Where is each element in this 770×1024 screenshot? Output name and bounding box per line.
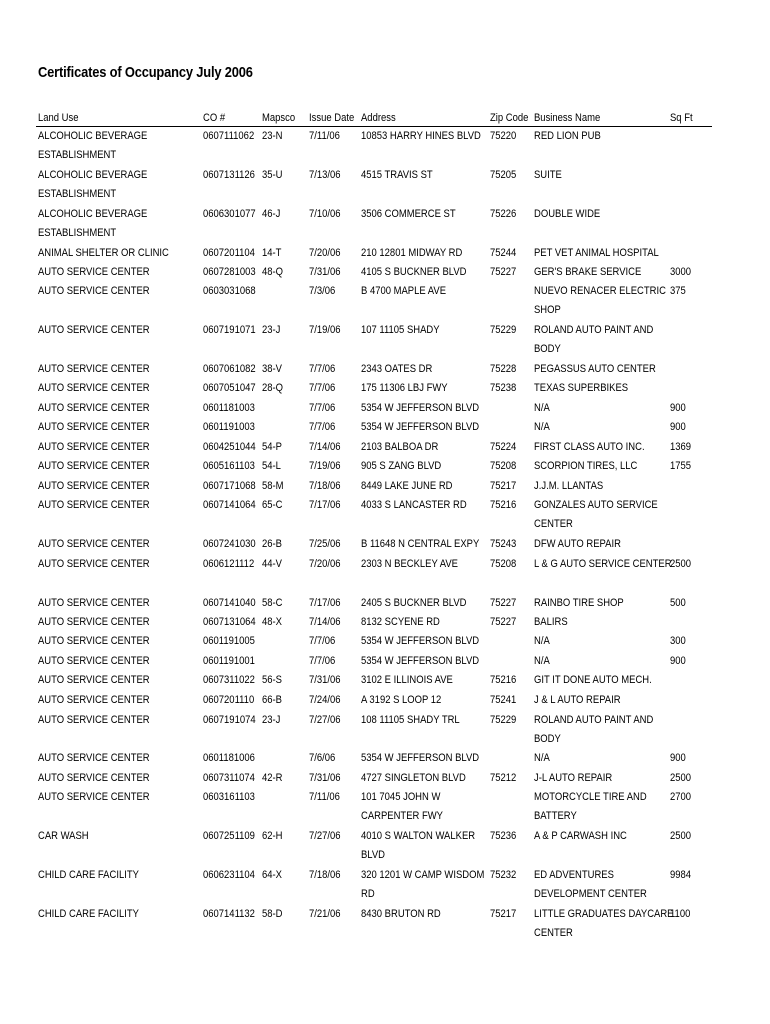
- cell-business-name: CENTER: [534, 518, 573, 531]
- cell-mapsco: 42-R: [262, 772, 283, 784]
- cell-issue-date: 7/10/06: [309, 208, 341, 220]
- cell-sq-ft: 1100: [670, 908, 691, 920]
- cell-land-use: AUTO SERVICE CENTER: [38, 363, 150, 375]
- cell-sq-ft: 2700: [670, 791, 692, 803]
- cell-land-use: ESTABLISHMENT: [38, 227, 117, 240]
- cell-zip-code: 75238: [490, 382, 517, 394]
- table-row: [0, 205, 770, 240]
- cell-issue-date: 7/27/06: [309, 830, 341, 842]
- cell-zip-code: 75228: [490, 363, 517, 375]
- cell-address: 4010 S WALTON WALKER: [361, 830, 476, 842]
- cell-business-name: RED LION PUB: [534, 130, 601, 142]
- cell-address: 2103 BALBOA DR: [361, 441, 439, 453]
- cell-address: 5354 W JEFFERSON BLVD: [361, 402, 480, 414]
- cell-address: 3506 COMMERCE ST: [361, 208, 456, 220]
- table-row: [0, 166, 770, 201]
- header-land-use: Land Use: [38, 112, 79, 124]
- cell-address: 4105 S BUCKNER BLVD: [361, 266, 467, 278]
- cell-sq-ft: 3000: [670, 266, 692, 278]
- cell-mapsco: 14-T: [262, 247, 282, 259]
- cell-business-name: PET VET ANIMAL HOSPITAL: [534, 247, 659, 259]
- table-row: [0, 632, 770, 651]
- cell-address: 905 S ZANG BLVD: [361, 460, 442, 472]
- cell-issue-date: 7/20/06: [309, 558, 341, 570]
- table-row: [0, 282, 770, 317]
- cell-issue-date: 7/17/06: [309, 499, 341, 511]
- cell-business-name: RAINBO TIRE SHOP: [534, 597, 624, 609]
- cell-business-name: GONZALES AUTO SERVICE: [534, 499, 658, 511]
- cell-issue-date: 7/11/06: [309, 130, 340, 142]
- cell-mapsco: 26-B: [262, 538, 282, 550]
- cell-issue-date: 7/31/06: [309, 266, 341, 278]
- cell-sq-ft: 300: [670, 635, 686, 647]
- document-title: Certificates of Occupancy July 2006: [38, 64, 253, 81]
- cell-address: 4727 SINGLETON BLVD: [361, 772, 466, 784]
- cell-land-use: AUTO SERVICE CENTER: [38, 694, 150, 706]
- header-co-number: CO #: [203, 112, 226, 124]
- table-row: [0, 438, 770, 457]
- cell-issue-date: 7/25/06: [309, 538, 341, 550]
- cell-address: 3102 E ILLINOIS AVE: [361, 674, 453, 686]
- cell-business-name: L & G AUTO SERVICE CENTER: [534, 558, 672, 570]
- cell-business-name: SCORPION TIRES, LLC: [534, 460, 638, 472]
- cell-co-number: 0603161103: [203, 791, 255, 803]
- cell-business-name: J & L AUTO REPAIR: [534, 694, 621, 706]
- cell-issue-date: 7/14/06: [309, 616, 341, 628]
- cell-co-number: 0607051047: [203, 382, 256, 394]
- cell-issue-date: 7/17/06: [309, 597, 341, 609]
- cell-zip-code: 75226: [490, 208, 517, 220]
- cell-zip-code: 75227: [490, 597, 517, 609]
- cell-land-use: AUTO SERVICE CENTER: [38, 597, 150, 609]
- cell-co-number: 0607241030: [203, 538, 256, 550]
- cell-co-number: 0607251109: [203, 830, 255, 842]
- cell-zip-code: 75217: [490, 908, 517, 920]
- table-row: [0, 379, 770, 398]
- cell-sq-ft: 900: [670, 421, 686, 433]
- cell-issue-date: 7/19/06: [309, 460, 341, 472]
- cell-issue-date: 7/18/06: [309, 869, 341, 881]
- cell-co-number: 0601191003: [203, 421, 255, 433]
- cell-land-use: CHILD CARE FACILITY: [38, 908, 139, 920]
- cell-issue-date: 7/14/06: [309, 441, 341, 453]
- table-row: [0, 613, 770, 632]
- cell-mapsco: 35-U: [262, 169, 283, 181]
- cell-address: 107 11105 SHADY: [361, 324, 440, 336]
- cell-business-name: N/A: [534, 421, 550, 433]
- cell-address: 8430 BRUTON RD: [361, 908, 441, 920]
- cell-business-name: DFW AUTO REPAIR: [534, 538, 621, 550]
- cell-business-name: NUEVO RENACER ELECTRIC: [534, 285, 666, 297]
- cell-co-number: 0607191071: [203, 324, 256, 336]
- cell-land-use: AUTO SERVICE CENTER: [38, 752, 150, 764]
- cell-business-name: SHOP: [534, 304, 561, 317]
- cell-mapsco: 65-C: [262, 499, 283, 511]
- cell-land-use: ALCOHOLIC BEVERAGE: [38, 130, 148, 142]
- cell-co-number: 0604251044: [203, 441, 256, 453]
- cell-address: 4515 TRAVIS ST: [361, 169, 433, 181]
- cell-sq-ft: 900: [670, 402, 686, 414]
- cell-address: 320 1201 W CAMP WISDOM: [361, 869, 485, 881]
- cell-sq-ft: 900: [670, 655, 686, 667]
- cell-land-use: AUTO SERVICE CENTER: [38, 460, 150, 472]
- cell-address: 175 11306 LBJ FWY: [361, 382, 448, 394]
- cell-business-name: J.J.M. LLANTAS: [534, 480, 604, 492]
- cell-co-number: 0607131126: [203, 169, 255, 181]
- cell-address: 5354 W JEFFERSON BLVD: [361, 635, 480, 647]
- table-row: [0, 555, 770, 574]
- cell-business-name: BODY: [534, 343, 561, 356]
- cell-mapsco: 23-N: [262, 130, 283, 142]
- cell-business-name: CENTER: [534, 927, 573, 940]
- cell-co-number: 0607201104: [203, 247, 255, 259]
- table-row: [0, 263, 770, 282]
- cell-mapsco: 38-V: [262, 363, 282, 375]
- cell-land-use: AUTO SERVICE CENTER: [38, 674, 150, 686]
- cell-address: 210 12801 MIDWAY RD: [361, 247, 463, 259]
- header-mapsco: Mapsco: [262, 112, 296, 124]
- cell-sq-ft: 1755: [670, 460, 692, 472]
- cell-address: 10853 HARRY HINES BLVD: [361, 130, 481, 142]
- cell-co-number: 0601191001: [203, 655, 255, 667]
- cell-co-number: 0607131064: [203, 616, 256, 628]
- cell-co-number: 0607311022: [203, 674, 255, 686]
- table-row: [0, 321, 770, 356]
- cell-mapsco: 48-Q: [262, 266, 284, 278]
- cell-co-number: 0607141064: [203, 499, 256, 511]
- cell-land-use: CHILD CARE FACILITY: [38, 869, 139, 881]
- cell-co-number: 0607111062: [203, 130, 255, 142]
- table-row: [0, 477, 770, 496]
- cell-zip-code: 75227: [490, 616, 517, 628]
- cell-land-use: AUTO SERVICE CENTER: [38, 441, 150, 453]
- table-row: [0, 535, 770, 554]
- cell-issue-date: 7/27/06: [309, 714, 341, 726]
- cell-zip-code: 75208: [490, 558, 517, 570]
- cell-mapsco: 56-S: [262, 674, 282, 686]
- cell-issue-date: 7/3/06: [309, 285, 336, 297]
- cell-business-name: N/A: [534, 635, 550, 647]
- cell-land-use: AUTO SERVICE CENTER: [38, 616, 150, 628]
- cell-land-use: AUTO SERVICE CENTER: [38, 499, 150, 511]
- table-row: [0, 866, 770, 901]
- cell-issue-date: 7/20/06: [309, 247, 341, 259]
- cell-zip-code: 75205: [490, 169, 517, 181]
- cell-business-name: TEXAS SUPERBIKES: [534, 382, 629, 394]
- cell-co-number: 0601181003: [203, 402, 255, 414]
- cell-issue-date: 7/31/06: [309, 674, 341, 686]
- cell-issue-date: 7/19/06: [309, 324, 341, 336]
- cell-mapsco: 54-L: [262, 460, 281, 472]
- cell-issue-date: 7/11/06: [309, 791, 340, 803]
- cell-address: 8132 SCYENE RD: [361, 616, 440, 628]
- cell-land-use: AUTO SERVICE CENTER: [38, 285, 150, 297]
- cell-co-number: 0607171068: [203, 480, 256, 492]
- cell-mapsco: 23-J: [262, 714, 281, 726]
- cell-zip-code: 75216: [490, 674, 517, 686]
- header-address: Address: [361, 112, 396, 124]
- cell-business-name: A & P CARWASH INC: [534, 830, 627, 842]
- table-row: [0, 360, 770, 379]
- table-row: [0, 244, 770, 263]
- cell-issue-date: 7/7/06: [309, 402, 336, 414]
- cell-address: 5354 W JEFFERSON BLVD: [361, 421, 480, 433]
- table-row: [0, 399, 770, 418]
- cell-land-use: AUTO SERVICE CENTER: [38, 421, 150, 433]
- cell-address: 5354 W JEFFERSON BLVD: [361, 752, 480, 764]
- table-row: [0, 457, 770, 476]
- header-business-name: Business Name: [534, 112, 601, 124]
- cell-mapsco: 58-M: [262, 480, 284, 492]
- table-row: [0, 496, 770, 531]
- cell-zip-code: 75232: [490, 869, 517, 881]
- cell-business-name: ROLAND AUTO PAINT AND: [534, 324, 654, 336]
- cell-land-use: AUTO SERVICE CENTER: [38, 655, 150, 667]
- cell-issue-date: 7/31/06: [309, 772, 341, 784]
- cell-address: CARPENTER FWY: [361, 810, 443, 823]
- cell-sq-ft: 500: [670, 597, 686, 609]
- table-row: [0, 691, 770, 710]
- table-row: [0, 671, 770, 690]
- cell-co-number: 0606121112: [203, 558, 255, 570]
- cell-land-use: ESTABLISHMENT: [38, 149, 117, 162]
- cell-mapsco: 23-J: [262, 324, 281, 336]
- cell-zip-code: 75227: [490, 266, 517, 278]
- cell-mapsco: 54-P: [262, 441, 282, 453]
- header-issue-date: Issue Date: [309, 112, 355, 124]
- cell-land-use: AUTO SERVICE CENTER: [38, 266, 150, 278]
- cell-zip-code: 75241: [490, 694, 517, 706]
- cell-issue-date: 7/18/06: [309, 480, 341, 492]
- cell-sq-ft: 900: [670, 752, 686, 764]
- cell-business-name: N/A: [534, 402, 550, 414]
- cell-sq-ft: 9984: [670, 869, 692, 881]
- cell-land-use: AUTO SERVICE CENTER: [38, 772, 150, 784]
- cell-land-use: ANIMAL SHELTER OR CLINIC: [38, 247, 169, 259]
- cell-sq-ft: 2500: [670, 772, 692, 784]
- cell-co-number: 0607141132: [203, 908, 255, 920]
- cell-zip-code: 75220: [490, 130, 517, 142]
- cell-business-name: BODY: [534, 733, 561, 746]
- cell-land-use: AUTO SERVICE CENTER: [38, 480, 150, 492]
- cell-business-name: N/A: [534, 655, 550, 667]
- cell-business-name: GIT IT DONE AUTO MECH.: [534, 674, 652, 686]
- cell-address: 101 7045 JOHN W: [361, 791, 441, 803]
- cell-business-name: ROLAND AUTO PAINT AND: [534, 714, 654, 726]
- cell-land-use: AUTO SERVICE CENTER: [38, 558, 150, 570]
- cell-business-name: MOTORCYCLE TIRE AND: [534, 791, 647, 803]
- cell-address: 4033 S LANCASTER RD: [361, 499, 467, 511]
- cell-business-name: SUITE: [534, 169, 562, 181]
- cell-business-name: N/A: [534, 752, 550, 764]
- cell-issue-date: 7/6/06: [309, 752, 336, 764]
- cell-address: B 11648 N CENTRAL EXPY: [361, 538, 480, 550]
- cell-land-use: AUTO SERVICE CENTER: [38, 402, 150, 414]
- cell-zip-code: 75236: [490, 830, 517, 842]
- cell-address: 108 11105 SHADY TRL: [361, 714, 460, 726]
- table-row: [0, 711, 770, 746]
- table-row: [0, 827, 770, 862]
- cell-mapsco: 28-Q: [262, 382, 284, 394]
- cell-co-number: 0607201110: [203, 694, 255, 706]
- cell-zip-code: 75224: [490, 441, 517, 453]
- cell-co-number: 0606231104: [203, 869, 255, 881]
- cell-co-number: 0603031068: [203, 285, 256, 297]
- cell-mapsco: 58-D: [262, 908, 283, 920]
- cell-zip-code: 75216: [490, 499, 517, 511]
- cell-sq-ft: 375: [670, 285, 686, 297]
- cell-land-use: AUTO SERVICE CENTER: [38, 714, 150, 726]
- cell-issue-date: 7/7/06: [309, 363, 336, 375]
- cell-address: 2405 S BUCKNER BLVD: [361, 597, 467, 609]
- cell-issue-date: 7/7/06: [309, 655, 336, 667]
- cell-business-name: DEVELOPMENT CENTER: [534, 888, 647, 901]
- cell-zip-code: 75229: [490, 324, 517, 336]
- cell-land-use: AUTO SERVICE CENTER: [38, 538, 150, 550]
- cell-address: 2303 N BECKLEY AVE: [361, 558, 458, 570]
- cell-mapsco: 46-J: [262, 208, 281, 220]
- cell-co-number: 0601191005: [203, 635, 255, 647]
- cell-address: 8449 LAKE JUNE RD: [361, 480, 453, 492]
- cell-co-number: 0606301077: [203, 208, 256, 220]
- cell-business-name: DOUBLE WIDE: [534, 208, 601, 220]
- cell-issue-date: 7/21/06: [309, 908, 341, 920]
- cell-business-name: LITTLE GRADUATES DAYCARE: [534, 908, 674, 920]
- cell-zip-code: 75244: [490, 247, 517, 259]
- cell-zip-code: 75217: [490, 480, 517, 492]
- cell-co-number: 0601181006: [203, 752, 255, 764]
- cell-issue-date: 7/7/06: [309, 421, 336, 433]
- cell-business-name: BALIRS: [534, 616, 568, 628]
- cell-land-use: AUTO SERVICE CENTER: [38, 791, 150, 803]
- cell-zip-code: 75212: [490, 772, 517, 784]
- table-row: [0, 594, 770, 613]
- cell-co-number: 0605161103: [203, 460, 255, 472]
- cell-sq-ft: 1369: [670, 441, 692, 453]
- cell-issue-date: 7/24/06: [309, 694, 341, 706]
- cell-land-use: CAR WASH: [38, 830, 89, 842]
- cell-mapsco: 44-V: [262, 558, 282, 570]
- cell-address: BLVD: [361, 849, 386, 862]
- cell-address: 2343 OATES DR: [361, 363, 433, 375]
- table-row: [0, 749, 770, 768]
- cell-land-use: AUTO SERVICE CENTER: [38, 382, 150, 394]
- cell-address: RD: [361, 888, 375, 901]
- cell-mapsco: 62-H: [262, 830, 283, 842]
- cell-address: B 4700 MAPLE AVE: [361, 285, 447, 297]
- cell-business-name: BATTERY: [534, 810, 577, 823]
- cell-co-number: 0607141040: [203, 597, 256, 609]
- cell-land-use: ESTABLISHMENT: [38, 188, 117, 201]
- cell-business-name: FIRST CLASS AUTO INC.: [534, 441, 645, 453]
- cell-issue-date: 7/7/06: [309, 382, 336, 394]
- cell-business-name: J-L AUTO REPAIR: [534, 772, 613, 784]
- cell-land-use: ALCOHOLIC BEVERAGE: [38, 169, 148, 181]
- cell-zip-code: 75243: [490, 538, 517, 550]
- cell-mapsco: 48-X: [262, 616, 282, 628]
- table-row: [0, 769, 770, 788]
- cell-co-number: 0607061082: [203, 363, 256, 375]
- cell-co-number: 0607311074: [203, 772, 255, 784]
- cell-co-number: 0607281003: [203, 266, 256, 278]
- cell-co-number: 0607191074: [203, 714, 256, 726]
- cell-sq-ft: 2500: [670, 830, 692, 842]
- table-row: [0, 127, 770, 162]
- cell-mapsco: 64-X: [262, 869, 282, 881]
- cell-land-use: AUTO SERVICE CENTER: [38, 635, 150, 647]
- table-row: [0, 418, 770, 437]
- cell-address: 5354 W JEFFERSON BLVD: [361, 655, 480, 667]
- cell-sq-ft: 2500: [670, 558, 692, 570]
- cell-zip-code: 75208: [490, 460, 517, 472]
- cell-business-name: GER'S BRAKE SERVICE: [534, 266, 642, 278]
- cell-mapsco: 66-B: [262, 694, 282, 706]
- table-row: [0, 788, 770, 823]
- cell-land-use: ALCOHOLIC BEVERAGE: [38, 208, 148, 220]
- table-row: [0, 905, 770, 940]
- cell-business-name: PEGASSUS AUTO CENTER: [534, 363, 656, 375]
- header-sq-ft: Sq Ft: [670, 112, 693, 124]
- cell-land-use: AUTO SERVICE CENTER: [38, 324, 150, 336]
- cell-address: A 3192 S LOOP 12: [361, 694, 442, 706]
- cell-mapsco: 58-C: [262, 597, 283, 609]
- cell-zip-code: 75229: [490, 714, 517, 726]
- cell-issue-date: 7/13/06: [309, 169, 341, 181]
- cell-business-name: ED ADVENTURES: [534, 869, 614, 881]
- header-zip-code: Zip Code: [490, 112, 529, 124]
- table-row: [0, 652, 770, 671]
- cell-issue-date: 7/7/06: [309, 635, 336, 647]
